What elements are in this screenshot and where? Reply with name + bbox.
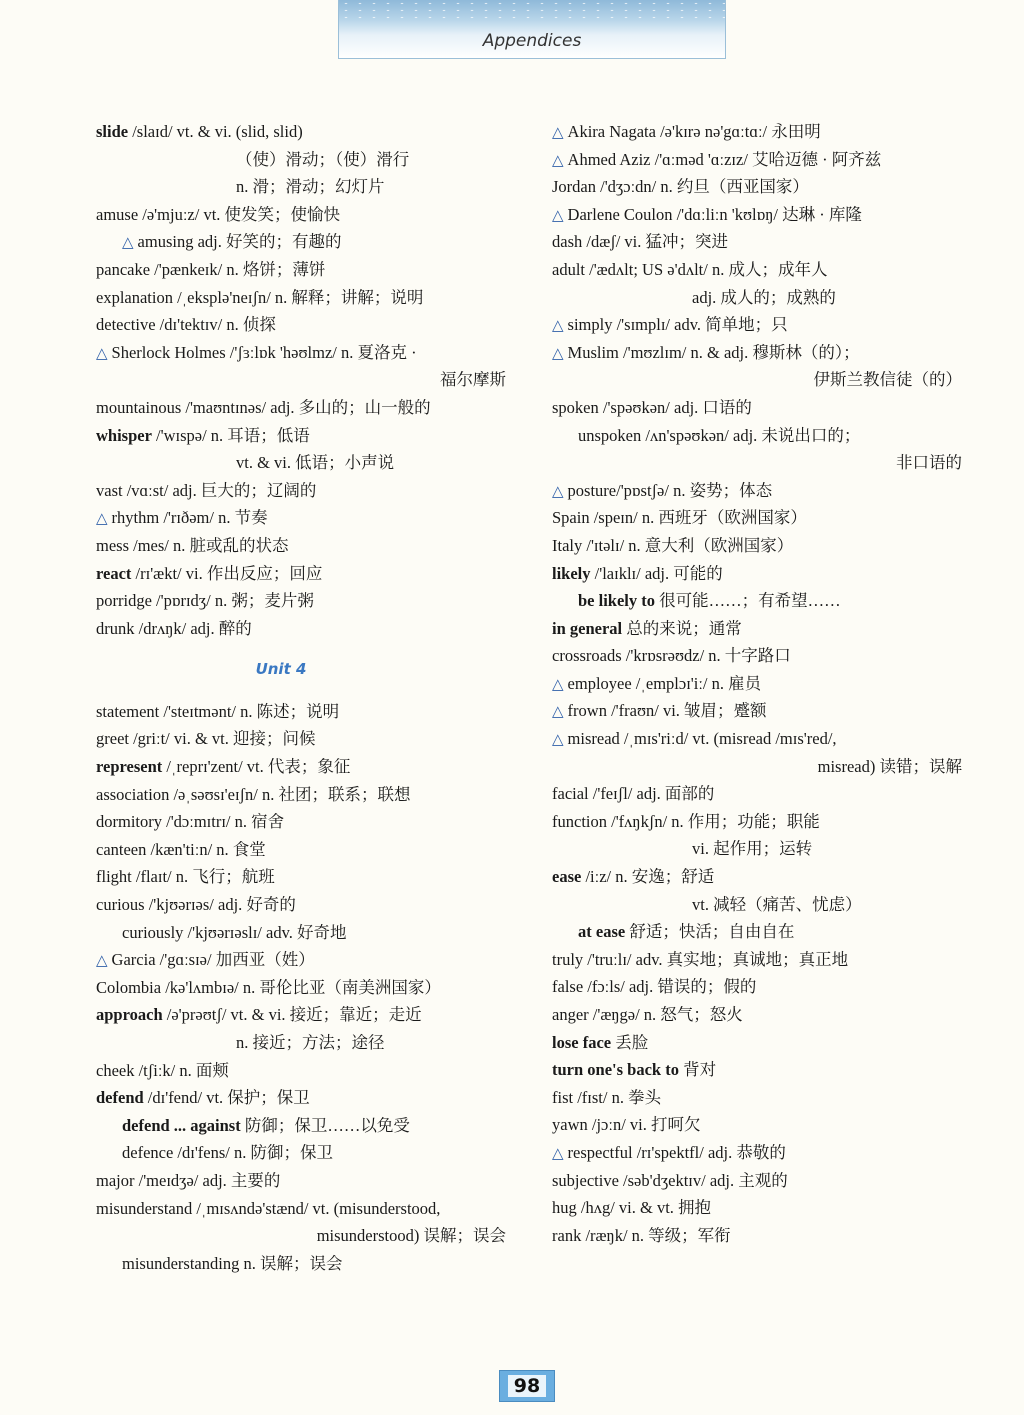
entry-text: n. 滑；滑动；幻灯片 xyxy=(236,177,385,197)
vocab-entry xyxy=(96,504,516,532)
entry-text: vi. 起作用；运转 xyxy=(692,839,813,859)
vocab-entry xyxy=(552,725,972,753)
entry-text: canteen /kæn'tiːn/ n. 食堂 xyxy=(96,839,266,859)
entry-text: Colombia /kə'lʌmbɪə/ n. 哥伦比亚（南美洲国家） xyxy=(96,977,441,997)
vocab-entry xyxy=(552,863,972,891)
vocab-entry xyxy=(96,311,516,339)
entry-text: /rɪ'ækt/ vi. 作出反应；回应 xyxy=(131,563,323,583)
vocab-entry xyxy=(96,863,516,891)
vocab-entry xyxy=(552,256,972,284)
vocab-entry xyxy=(96,1139,516,1167)
entry-text: pancake /'pænkeɪk/ n. 烙饼；薄饼 xyxy=(96,259,326,279)
entry-text: /'wɪspə/ n. 耳语；低语 xyxy=(151,425,310,445)
entry-text: dash /dæʃ/ vi. 猛冲；突进 xyxy=(552,232,728,252)
entry-text: Darlene Coulon /'dɑːliːn 'kʊlɒŋ/ 达琳 · 库隆 xyxy=(567,204,862,224)
vocab-entry xyxy=(96,808,516,836)
entry-text: Ahmed Aziz /'ɑːməd 'ɑːzɪz/ 艾哈迈德 · 阿齐兹 xyxy=(567,149,882,169)
vocab-entry xyxy=(552,477,972,505)
headword-bold: slide xyxy=(96,122,129,141)
entry-text: misunderstanding n. 误解；误会 xyxy=(122,1253,343,1273)
entry-text: /iːz/ n. 安逸；舒适 xyxy=(581,867,715,887)
vocab-entry xyxy=(96,477,516,505)
vocab-entry xyxy=(96,587,516,615)
vocab-entry xyxy=(96,1222,516,1250)
headword-bold: whisper xyxy=(96,425,152,445)
entry-text: Jordan /'dʒɔːdn/ n. 约旦（西亚国家） xyxy=(552,177,809,197)
triangle-marker-icon: △ xyxy=(122,235,134,252)
entry-text: vast /vɑːst/ adj. 巨大的；辽阔的 xyxy=(96,480,317,500)
vocab-entry xyxy=(96,974,516,1002)
entry-text: vt. 减轻（痛苦、忧虑） xyxy=(692,894,862,914)
entry-text: rank /ræŋk/ n. 等级；军衔 xyxy=(552,1225,731,1245)
vocab-entry xyxy=(96,394,516,422)
vocab-entry xyxy=(96,1195,516,1223)
vocab-entry xyxy=(96,1029,516,1057)
headword-bold: react xyxy=(96,563,132,583)
triangle-marker-icon: △ xyxy=(552,732,564,749)
headword-bold: represent xyxy=(96,757,163,777)
vocab-entry xyxy=(96,366,516,394)
entry-text: amuse /ə'mjuːz/ vt. 使发笑；使愉快 xyxy=(96,204,341,224)
vocab-entry xyxy=(96,1084,516,1112)
vocab-entry xyxy=(96,725,516,753)
entry-text: simply /'sɪmplɪ/ adv. 简单地；只 xyxy=(567,315,788,335)
entry-text: detective /dɪ'tektɪv/ n. 侦探 xyxy=(96,315,276,335)
vocab-entry xyxy=(96,891,516,919)
entry-text: Spain /speɪn/ n. 西班牙（欧洲国家） xyxy=(552,508,807,528)
vocab-entry xyxy=(552,201,972,229)
entry-text: Sherlock Holmes /'ʃɜːlɒk 'həʊlmz/ n. 夏洛克 · xyxy=(111,342,417,362)
entry-text: adult /'ædʌlt; US ə'dʌlt/ n. 成人；成年人 xyxy=(552,259,828,279)
entry-text: defence /dɪ'fens/ n. 防御；保卫 xyxy=(122,1143,334,1163)
triangle-marker-icon: △ xyxy=(552,345,564,362)
entry-text: statement /'steɪtmənt/ n. 陈述；说明 xyxy=(96,701,340,721)
vocab-entry xyxy=(552,753,972,781)
headword-bold: be likely to xyxy=(578,591,655,611)
entry-text: association /əˌsəʊsɪ'eɪʃn/ n. 社团；联系；联想 xyxy=(96,784,411,804)
spacer xyxy=(96,684,516,698)
vocab-entry xyxy=(552,339,972,367)
vocab-entry xyxy=(96,919,516,947)
headword-bold: ease xyxy=(552,867,582,887)
entry-text: rhythm /'rɪðəm/ n. 节奏 xyxy=(111,508,268,528)
entry-text: misread) 读错；误解 xyxy=(817,756,962,776)
entry-text: /'laɪklɪ/ adj. 可能的 xyxy=(590,563,723,583)
entry-text: curious /'kjʊərɪəs/ adj. 好奇的 xyxy=(96,895,296,915)
entry-text: Garcia /'gɑːsɪə/ 加西亚（姓） xyxy=(111,950,315,970)
headword-bold: in general xyxy=(552,618,623,638)
vocab-entry xyxy=(552,504,972,532)
entry-text: Muslim /'mʊzlɪm/ n. & adj. 穆斯林（的）； xyxy=(567,342,860,362)
vocab-entry xyxy=(96,560,516,588)
vocab-entry xyxy=(552,449,972,477)
triangle-marker-icon: △ xyxy=(552,152,564,169)
entry-text: spoken /'spəʊkən/ adj. 口语的 xyxy=(552,397,752,417)
entry-text: vt. & vi. 低语；小声说 xyxy=(236,453,395,473)
vocab-entry xyxy=(552,1194,972,1222)
headword-bold: defend ... against xyxy=(122,1115,241,1135)
triangle-marker-icon: △ xyxy=(96,511,108,528)
vocab-entry xyxy=(552,670,972,698)
entry-text: fist /fɪst/ n. 拳头 xyxy=(552,1087,662,1107)
vocab-entry xyxy=(96,1167,516,1195)
entry-text: misread /ˌmɪs'riːd/ vt. (misread /mɪs'red/, xyxy=(567,729,837,749)
vocab-entry xyxy=(552,891,972,919)
entry-text: 伊斯兰教信徒（的） xyxy=(813,370,962,390)
headword-bold: approach xyxy=(96,1005,163,1025)
vocab-entry xyxy=(96,422,516,450)
entry-text: misunderstand /ˌmɪsʌndə'stænd/ vt. (misunderstood, xyxy=(96,1198,441,1218)
vocab-entry xyxy=(552,118,972,146)
vocab-entry xyxy=(96,201,516,229)
entry-text: 福尔摩斯 xyxy=(440,370,506,390)
vocab-entry xyxy=(96,256,516,284)
vocab-entry xyxy=(552,394,972,422)
entry-text: yawn /jɔːn/ vi. 打呵欠 xyxy=(552,1115,701,1135)
entry-text: 总的来说；通常 xyxy=(622,618,742,638)
vocab-entry xyxy=(96,753,516,781)
triangle-marker-icon: △ xyxy=(552,125,564,141)
entry-text: major /'meɪdʒə/ adj. 主要的 xyxy=(96,1170,281,1190)
entry-text: /slaɪd/ vt. & vi. (slid, slid) xyxy=(128,122,303,141)
page-header-title: Appendices xyxy=(482,31,582,51)
vocab-entry xyxy=(552,918,972,946)
entry-text: /dɪ'fend/ vt. 保护；保卫 xyxy=(143,1088,310,1108)
entry-text: 舒适；快活；自由自在 xyxy=(625,922,795,942)
vocab-entry xyxy=(552,946,972,974)
triangle-marker-icon: △ xyxy=(552,1145,564,1162)
entry-text: unspoken /ʌn'spəʊkən/ adj. 未说出口的； xyxy=(578,425,861,445)
vocab-entry xyxy=(552,697,972,725)
triangle-marker-icon: △ xyxy=(96,953,108,970)
vocab-entry xyxy=(96,615,516,643)
entry-text: facial /'feɪʃl/ adj. 面部的 xyxy=(552,784,715,804)
entry-text: drunk /drʌŋk/ adj. 醉的 xyxy=(96,618,252,638)
vocab-entry xyxy=(96,173,516,201)
entry-text: /ə'prəʊtʃ/ vt. & vi. 接近；靠近；走近 xyxy=(162,1005,422,1025)
vocab-entry xyxy=(552,780,972,808)
vocab-entry xyxy=(552,1001,972,1029)
entry-text: subjective /səb'dʒektɪv/ adj. 主观的 xyxy=(552,1170,788,1190)
entry-text: function /'fʌŋkʃn/ n. 作用；功能；职能 xyxy=(552,811,820,831)
triangle-marker-icon: △ xyxy=(552,704,564,721)
entry-text: porridge /'pɒrɪdʒ/ n. 粥；麦片粥 xyxy=(96,591,314,611)
entry-text: 背对 xyxy=(678,1060,717,1080)
entry-text: truly /'truːlɪ/ adv. 真实地；真诚地；真正地 xyxy=(552,949,849,969)
vocab-entry xyxy=(96,836,516,864)
vocab-entry xyxy=(96,449,516,477)
entry-text: explanation /ˌeksplə'neɪʃn/ n. 解释；讲解；说明 xyxy=(96,287,424,307)
entry-text: （使）滑动；（使）滑行 xyxy=(236,149,410,169)
vocab-entry xyxy=(552,1084,972,1112)
vocab-entry xyxy=(552,1139,972,1167)
vocab-entry xyxy=(552,973,972,1001)
triangle-marker-icon: △ xyxy=(552,483,564,500)
vocab-entry xyxy=(552,642,972,670)
page-number-box xyxy=(499,1370,555,1402)
entry-text: employee /ˌemplɔɪ'iː/ n. 雇员 xyxy=(567,673,762,693)
vocab-entry xyxy=(96,946,516,974)
vocab-entry xyxy=(552,1167,972,1195)
vocab-entry xyxy=(96,781,516,809)
entry-text: false /fɔːls/ adj. 错误的；假的 xyxy=(552,977,757,997)
unit-heading: Unit 4 xyxy=(255,660,307,679)
vocab-entry xyxy=(552,1222,972,1250)
vocab-entry xyxy=(96,1057,516,1085)
vocab-entry xyxy=(552,1029,972,1057)
vocab-entry xyxy=(552,560,972,588)
vocab-entry xyxy=(552,228,972,256)
triangle-marker-icon: △ xyxy=(552,676,564,693)
entry-text: 很可能……；有希望…… xyxy=(655,591,841,611)
entry-text: 非口语的 xyxy=(896,453,962,473)
entry-text: posture/'pɒstʃə/ n. 姿势；体态 xyxy=(567,480,773,500)
header-decoration xyxy=(339,0,725,20)
vocab-entry xyxy=(552,808,972,836)
vocab-entry xyxy=(552,422,972,450)
entry-text: 防御；保卫……以免受 xyxy=(240,1115,410,1135)
vocab-entry xyxy=(552,1056,972,1084)
entry-text: curiously /'kjʊərɪəslɪ/ adv. 好奇地 xyxy=(122,922,347,942)
vocabulary-column-left xyxy=(96,118,516,1277)
vocab-entry xyxy=(552,146,972,174)
vocab-entry xyxy=(552,615,972,643)
vocab-entry xyxy=(552,835,972,863)
vocab-entry xyxy=(96,1112,516,1140)
vocab-entry xyxy=(96,146,516,174)
entry-text: hug /hʌg/ vi. & vt. 拥抱 xyxy=(552,1198,712,1218)
entry-text: n. 接近；方法；途径 xyxy=(236,1033,385,1052)
headword-bold: likely xyxy=(552,563,591,583)
vocab-entry xyxy=(96,1250,516,1278)
entry-text: respectful /rɪ'spektfl/ adj. 恭敬的 xyxy=(567,1142,786,1162)
vocab-entry xyxy=(552,587,972,615)
header-band xyxy=(338,0,726,59)
entry-text: greet /griːt/ vi. & vt. 迎接；问候 xyxy=(96,729,316,749)
headword-bold: at ease xyxy=(578,922,626,942)
triangle-marker-icon: △ xyxy=(552,207,564,224)
entry-text: dormitory /'dɔːmɪtrɪ/ n. 宿舍 xyxy=(96,812,285,832)
entry-text: frown /'fraʊn/ vi. 皱眉；蹙额 xyxy=(567,701,767,721)
entry-text: crossroads /'krɒsrəʊdz/ n. 十字路口 xyxy=(552,646,791,666)
vocab-entry xyxy=(552,1111,972,1139)
entry-text: misunderstood) 误解；误会 xyxy=(316,1226,506,1246)
vocab-entry xyxy=(96,228,516,256)
vocab-entry xyxy=(96,339,516,367)
entry-text: 丢脸 xyxy=(611,1032,649,1052)
headword-bold: turn one's back to xyxy=(552,1060,679,1080)
vocab-entry xyxy=(552,284,972,312)
vocab-entry xyxy=(96,698,516,726)
entry-text: /ˌreprɪ'zent/ vt. 代表；象征 xyxy=(162,757,351,777)
entry-text: flight /flaɪt/ n. 飞行；航班 xyxy=(96,867,275,887)
entry-text: amusing adj. 好笑的；有趣的 xyxy=(137,232,342,252)
entry-text: mountainous /'maʊntɪnəs/ adj. 多山的；山一般的 xyxy=(96,397,431,417)
vocab-entry xyxy=(96,284,516,312)
entry-text: adj. 成人的；成熟的 xyxy=(692,287,836,307)
entry-text: cheek /tʃiːk/ n. 面颊 xyxy=(96,1060,229,1080)
vocab-entry xyxy=(96,1001,516,1029)
vocab-entry xyxy=(552,366,972,394)
entry-text: Akira Nagata /ə'kɪrə nə'gɑːtɑː/ 永田明 xyxy=(567,122,821,141)
triangle-marker-icon: △ xyxy=(552,318,564,335)
triangle-marker-icon: △ xyxy=(96,345,108,362)
headword-bold: defend xyxy=(96,1088,144,1108)
entry-text: Italy /'ɪtəlɪ/ n. 意大利（欧洲国家） xyxy=(552,535,794,555)
page-number: 98 xyxy=(508,1375,546,1397)
headword-bold: lose face xyxy=(552,1032,612,1052)
vocab-entry xyxy=(96,532,516,560)
entry-text: mess /mes/ n. 脏或乱的状态 xyxy=(96,535,289,555)
vocab-entry xyxy=(96,118,516,146)
vocab-entry xyxy=(552,532,972,560)
entry-text: anger /'æŋgə/ n. 怒气；怒火 xyxy=(552,1005,743,1024)
spacer xyxy=(96,642,516,656)
vocabulary-column-right xyxy=(552,118,972,1249)
vocab-entry xyxy=(552,311,972,339)
vocab-entry xyxy=(552,173,972,201)
